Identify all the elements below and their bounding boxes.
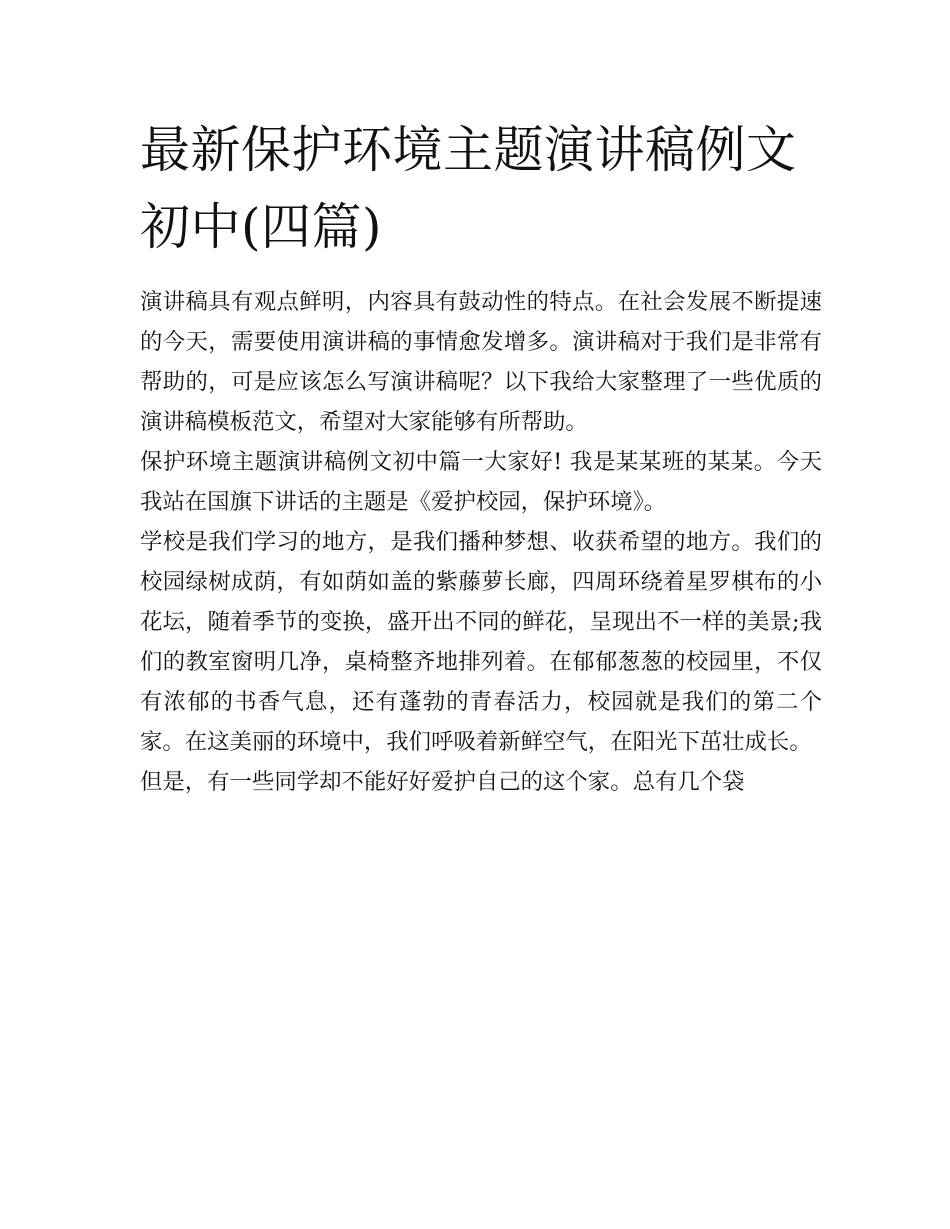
paragraph-campus-description: 学校是我们学习的地方，是我们播种梦想、收获希望的地方。我们的校园绿树成荫，有如荫如盖的紫藤萝长廊，四周环绕着星罗棋布的小花坛，随着季节的变换，盛开出不同的鲜花，呈现出不一样的美景;我们的教室窗明几净，桌椅整齐地排列着。在郁郁葱葱的校园里，不仅有浓郁的书香气息，还有蓬勃的青春活力，校园就是我们的第二个家。在这美丽的环境中，我们呼吸着新鲜空气，在阳光下茁壮成长。 — [140, 529, 822, 755]
paragraph-speech-opening: 保护环境主题演讲稿例文初中篇一大家好! 我是某某班的某某。今天我站在国旗下讲话的主题是《爱护校园，保护环境》。 — [140, 449, 822, 515]
document-title: 最新保护环境主题演讲稿例文初中(四篇) — [140, 121, 797, 256]
document-body — [140, 282, 822, 802]
paragraph-intro: 演讲稿具有观点鲜明，内容具有鼓动性的特点。在社会发展不断提速的今天，需要使用演讲稿的事情愈发增多。演讲稿对于我们是非常有帮助的，可是应该怎么写演讲稿呢？以下我给大家整理了一些优质的演讲稿模板范文，希望对大家能够有所帮助。 — [140, 289, 822, 435]
paragraph-problem: 但是，有一些同学却不能好好爱护自己的这个家。总有几个袋 — [140, 769, 745, 795]
